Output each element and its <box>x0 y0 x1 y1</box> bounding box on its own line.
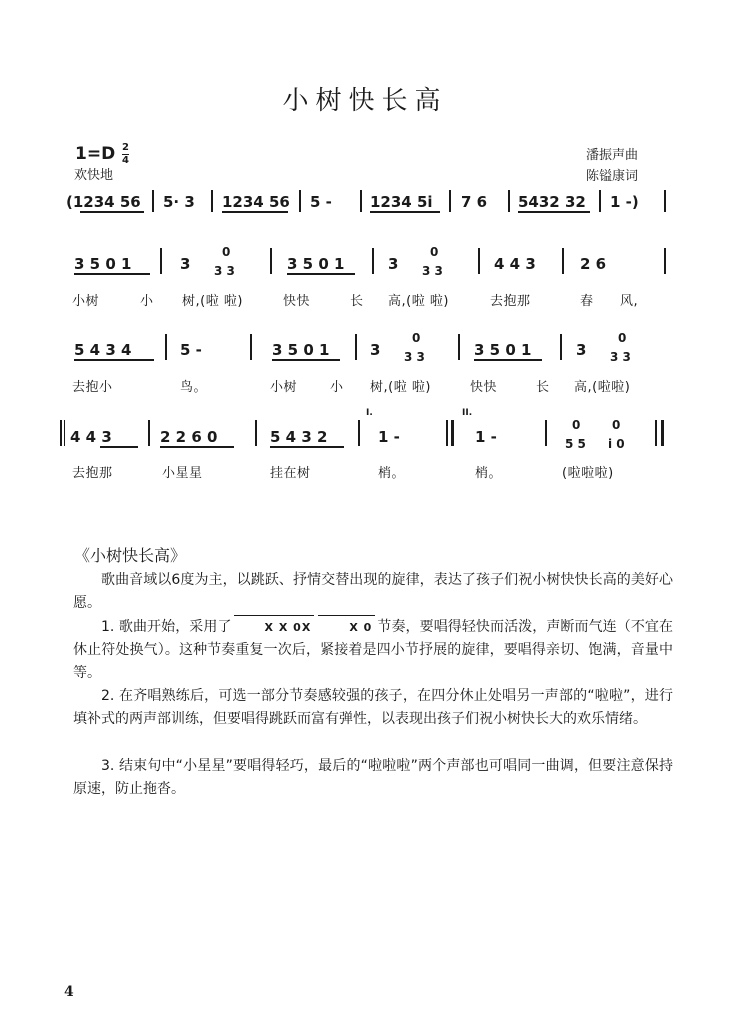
measure-26-upper-b: 0 <box>612 418 621 432</box>
lyric: 快快 <box>470 380 498 395</box>
lyric: 小 <box>140 294 154 309</box>
second-ending-mark: II. <box>462 408 473 418</box>
lyric: 树,(啦 啦) <box>182 294 243 309</box>
measure-12-melody: 3 <box>388 255 399 273</box>
lyric: 挂在树 <box>270 466 311 481</box>
measure-16: 5 - <box>180 341 202 359</box>
lyric: 小树 <box>72 294 100 309</box>
notes-heading: 《小树快长高》 <box>74 546 187 565</box>
lyric: 去抱那 <box>72 466 113 481</box>
notes-paragraph-2-end: 节奏，要唱得轻快而活泼，声断而气连（不宜在休止符处换气）。这种节奏重复一次后，紧接着是四小节抒展的旋律，要唱得亲切、饱满，音量中等。 <box>73 619 673 681</box>
notes-paragraph-4: 3. 结束句中“小星星”要唱得轻巧，最后的“啦啦啦”两个声部也可唱同一曲调，但要注意保持原速，防止拖沓。 <box>73 758 673 797</box>
measure-14: 2 6 <box>580 255 607 273</box>
lyric: 梢。 <box>475 466 503 481</box>
measure-25: 1 - <box>475 428 497 446</box>
measure-10-upper: 0 <box>222 245 231 259</box>
measure-18-melody: 3 <box>370 341 381 359</box>
composer-credit: 潘振声曲 <box>586 148 639 163</box>
lyricist-credit: 陈镒康词 <box>586 169 639 184</box>
measure-3: 1234 56 <box>222 193 290 211</box>
measure-20-upper: 0 <box>618 331 627 345</box>
measure-26-lower-b: i 0 <box>608 437 625 451</box>
lyric: 长 <box>350 294 364 309</box>
lyric: 高,(啦 啦) <box>388 294 449 309</box>
measure-17: 3 5 0 1 <box>272 341 330 359</box>
measure-9: 3 5 0 1 <box>74 255 132 273</box>
lyric: 小星星 <box>162 466 203 481</box>
lyric: 去抱小 <box>72 380 113 395</box>
song-title: 小树快长高 <box>282 86 448 116</box>
first-ending-mark: I. <box>366 408 373 418</box>
measure-22: 2 2 6 0 <box>160 428 218 446</box>
lyric: 梢。 <box>378 466 406 481</box>
measure-23: 5 4 3 2 <box>270 428 328 446</box>
lyric: 鸟。 <box>180 380 208 395</box>
measure-20-lower: 3 3 <box>610 350 631 364</box>
measure-13: 4 4 3 <box>494 255 536 273</box>
measure-18-lower: 3 3 <box>404 350 425 364</box>
rhythm-pattern-1: X X 0X <box>234 615 315 639</box>
lyric: 长 <box>536 380 550 395</box>
time-signature-bottom: 4 <box>122 155 129 166</box>
measure-1: (1234 56 <box>66 193 141 211</box>
lyric: 高,(啦啦) <box>574 380 631 395</box>
lyric: 小 <box>330 380 344 395</box>
measure-20-melody: 3 <box>576 341 587 359</box>
measure-26-lower-a: 5 5 <box>565 437 586 451</box>
measure-12-upper: 0 <box>430 245 439 259</box>
lyric: 树,(啦 啦) <box>370 380 431 395</box>
notes-paragraph-2 <box>73 615 673 685</box>
rhythm-pattern-2: X 0 <box>318 615 375 639</box>
measure-2: 5· 3 <box>163 193 195 211</box>
page-number: 4 <box>64 984 74 1000</box>
measure-4: 5 - <box>310 193 332 211</box>
measure-7: 5432 32 <box>518 193 586 211</box>
measure-18-upper: 0 <box>412 331 421 345</box>
measure-12-lower: 3 3 <box>422 264 443 278</box>
measure-21: 4 4 3 <box>70 428 112 446</box>
measure-11: 3 5 0 1 <box>287 255 345 273</box>
notes-paragraph-3: 2. 在齐唱熟练后，可选一部分节奏感较强的孩子，在四分休止处唱另一声部的“啦啦”，进行填补式的两声部训练，但要唱得跳跃而富有弹性，以表现出孩子们祝小树快长大的欢乐情绪。 <box>73 688 673 727</box>
measure-24: 1 - <box>378 428 400 446</box>
measure-26-upper-a: 0 <box>572 418 581 432</box>
lyric: 快快 <box>283 294 311 309</box>
measure-6: 7 6 <box>461 193 488 211</box>
lyric: 风, <box>620 294 639 309</box>
notes-paragraph-2-start: 1. 歌曲开始，采用了 <box>101 619 232 635</box>
lyric: 去抱那 <box>490 294 531 309</box>
tempo-marking: 欢快地 <box>74 168 114 183</box>
lyric: 春 <box>580 294 594 309</box>
measure-19: 3 5 0 1 <box>474 341 532 359</box>
lyric: (啦啦啦) <box>562 466 614 481</box>
notes-paragraph-1: 歌曲音域以6度为主，以跳跃、抒情交替出现的旋律，表达了孩子们祝小树快快长高的美好心愿。 <box>73 572 673 611</box>
measure-5: 1234 5i <box>370 193 433 211</box>
time-signature <box>122 143 129 166</box>
key-signature: 1=D <box>75 144 116 164</box>
lyric: 小树 <box>270 380 298 395</box>
measure-10-lower: 3 3 <box>214 264 235 278</box>
measure-8: 1 -) <box>610 193 639 211</box>
time-signature-top: 2 <box>122 142 129 153</box>
measure-15: 5 4 3 4 <box>74 341 132 359</box>
measure-10-melody: 3 <box>180 255 191 273</box>
